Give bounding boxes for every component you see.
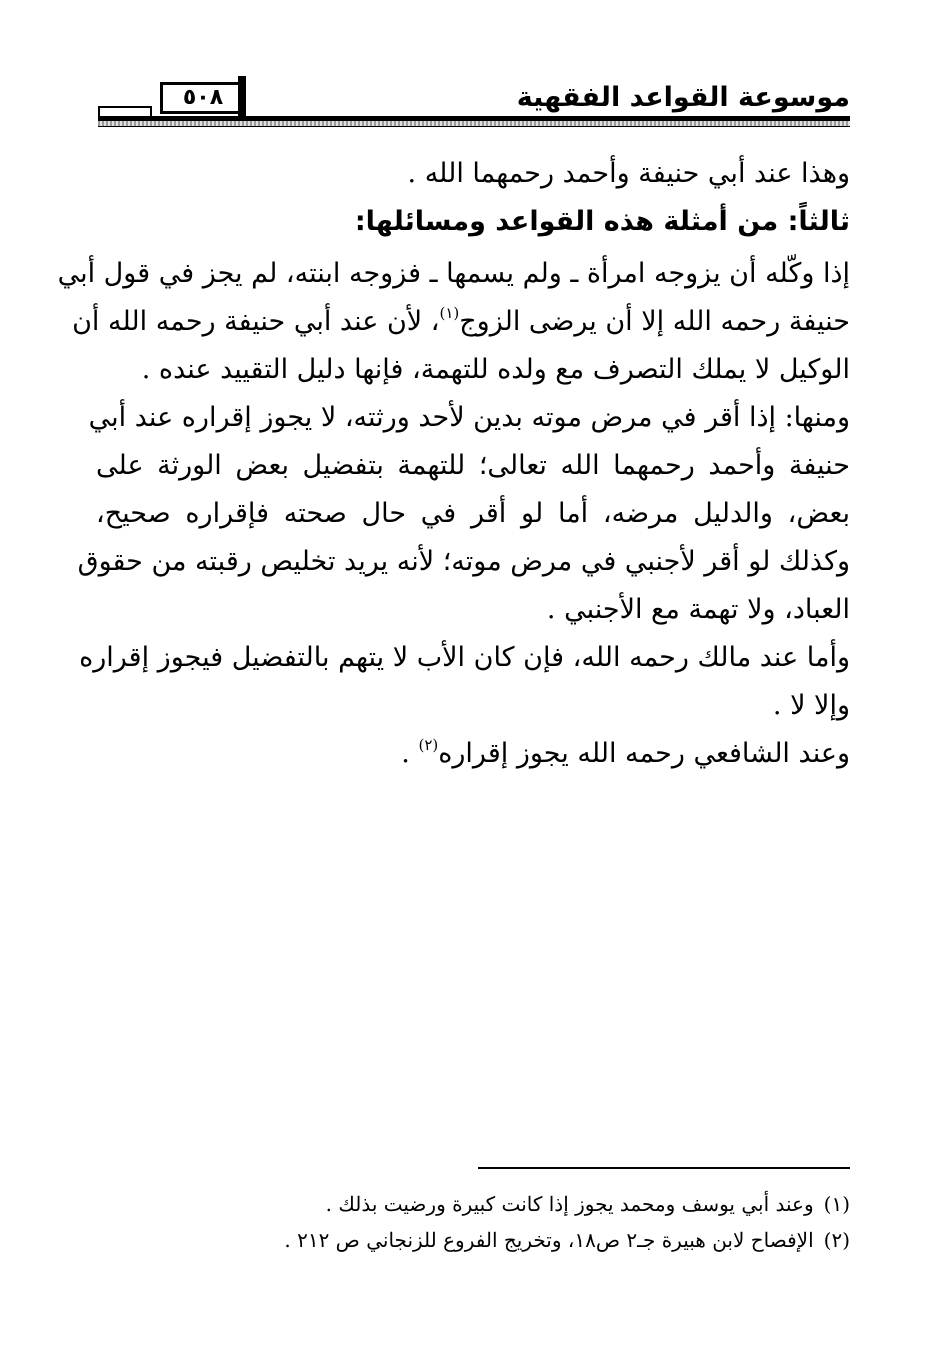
text-line: الوكيل لا يملك التصرف مع ولده للتهمة، فإنها دليل التقييد عنده . [141,354,850,385]
book-title: موسوعة القواعد الفقهية [516,82,850,113]
text-fragment: ، لأن عند أبي حنيفة رحمه الله أن [72,306,440,337]
footnote-text: وعند أبي يوسف ومحمد يجوز إذا كانت كبيرة ورضيت بذلك . [325,1192,814,1216]
text-line: وأما عند مالك رحمه الله، فإن كان الأب لا يتهم بالتفضيل فيجوز إقراره [79,642,850,673]
page-number: ٥٠٨ [160,82,246,114]
paragraph-1 [57,250,850,394]
paragraph-4 [96,730,850,778]
intro-line: وهذا عند أبي حنيفة وأحمد رحمهما الله . [407,158,850,189]
text-fragment: . [401,738,419,769]
text-line [72,298,850,346]
footnote-number: (٢) [823,1228,850,1252]
footnotes [96,1186,850,1258]
header-rule-shaded [98,121,850,127]
section-heading: ثالثاً: من أمثلة هذه القواعد ومسائلها: [354,206,850,237]
text-line: العباد، ولا تهمة مع الأجنبي . [546,594,850,625]
footnote-2 [96,1222,850,1258]
text-line [96,730,850,778]
main-text [57,150,850,778]
footnote-separator [478,1167,850,1169]
footnote-text: الإفصاح لابن هبيرة جـ٢ ص١٨، وتخريج الفروع للزنجاني ص ٢١٢ . [284,1228,814,1252]
page-number-bracket [238,76,246,120]
text-line: بعض، والدليل مرضه، أما لو أقر في حال صحته فإقراره صحيح، [96,498,850,529]
text-line: ومنها: إذا أقر في مرض موته بدين لأحد ورثته، لا يجوز إقراره عند أبي [88,402,850,433]
paragraph-3 [79,634,850,730]
text-line: إذا وكّله أن يزوجه امرأة ـ ولم يسمها ـ فزوجه ابنته، لم يجز في قول أبي [57,258,850,289]
footnote-1 [96,1186,850,1222]
paragraph-2 [77,394,850,634]
text-line: وكذلك لو أقر لأجنبي في مرض موته؛ لأنه يريد تخليص رقبته من حقوق [77,546,850,577]
footnote-ref-1: (١) [439,304,460,322]
footnote-ref-2: (٢) [418,736,439,754]
text-line: وإلا لا . [772,690,850,721]
text-line: حنيفة وأحمد رحمهما الله تعالى؛ للتهمة بتفضيل بعض الورثة على [96,450,850,481]
text-fragment: وعند الشافعي رحمه الله يجوز إقراره [438,738,850,769]
page-header [98,76,850,128]
text-fragment: حنيفة رحمه الله إلا أن يرضى الزوج [459,306,850,337]
footnote-number: (١) [823,1192,850,1216]
